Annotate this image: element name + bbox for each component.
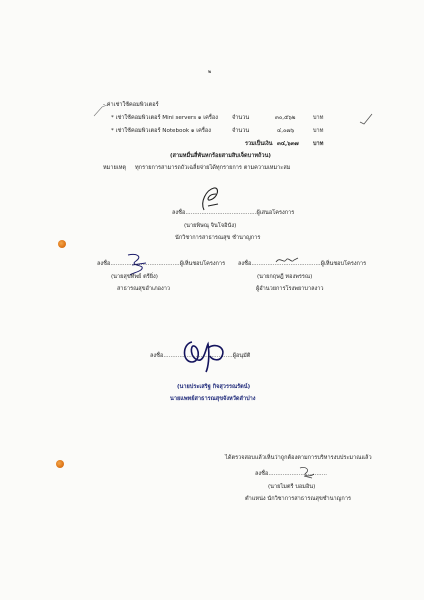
line-item-qty-label: จำนวน (232, 115, 250, 121)
authorizer-stamp-name: (นายประเสริฐ กิจสุวรรณรัตน์) (177, 384, 251, 390)
line-item-description: * เช่าใช้คอมพิวเตอร์ Notebook ๑ เครื่อง (111, 128, 211, 134)
verification-statement: ได้ตรวจสอบแล้วเห็นว่าถูกต้องตามการบริหารงบประมาณแล้ว (225, 455, 372, 461)
total-label: รวมเป็นเงิน (245, 141, 273, 147)
punch-hole (56, 460, 64, 468)
total-in-words: (สามหมื่นสี่พันหกร้อยสามสิบเจ็ดบาทถ้วน) (170, 153, 271, 159)
authorizer-stamp-position: นายแพทย์สาธารณสุขจังหวัดลำปาง (170, 396, 256, 402)
total-amount: ๓๔,๖๓๗ (277, 141, 299, 147)
punch-hole (58, 240, 66, 248)
approver-left-name: (นายสุขทิพย์ ตรียิ่ง) (111, 274, 158, 280)
approver-right-sign-line: ลงชื่อ.......................................ผู้เห็นชอบโครงการ (238, 261, 367, 267)
line-item-qty-label: จำนวน (232, 128, 250, 134)
section-heading: - ค่าเช่าใช้คอมพิวเตอร์ (103, 102, 159, 108)
proposer-sign-line: ลงชื่อ........................................ผู้เสนอโครงการ (172, 210, 295, 216)
line-item-description: * เช่าใช้คอมพิวเตอร์ Mini servers ๑ เครื่อง (111, 115, 218, 121)
authorizer-sign-line: ลงชื่อ.......................................ผู้อนุมัติ (150, 353, 251, 359)
page-number: ๒ (208, 69, 212, 75)
line-item-unit: บาท (313, 115, 324, 121)
approver-right-position: ผู้อำนวยการโรงพยาบาลงาว (256, 286, 324, 292)
verifier-position: ตำแหน่ง นักวิชาการสาธารณสุขชำนาญการ (245, 496, 351, 502)
line-item-amount: ๔,๐๗๖ (277, 128, 295, 134)
line-item-amount: ๓๐,๕๖๒ (275, 115, 296, 121)
verifier-name: (นายไมตรี บอมอิน) (268, 484, 316, 490)
verifier-sign-line: ลงชื่อ................................. (255, 471, 327, 477)
approver-left-position: สาธารณสุขอำเภองาว (117, 286, 171, 292)
line-item-unit: บาท (313, 128, 324, 134)
proposer-position: นักวิชาการสาธารณสุข ชำนาญการ (175, 235, 261, 241)
proposer-name: (นายพิษณุ จินโจอินัง) (184, 223, 237, 229)
approver-right-name: (นายกฤษฎี ทองพรรณ) (257, 274, 313, 280)
note-text: ทุกรายการสามารถถัวเฉลี่ยจ่ายได้ทุกรายการ ตามความเหมาะสม (135, 165, 291, 171)
check-mark (358, 112, 374, 126)
approver-left-sign-line: ลงชื่อ.......................................ผู้เห็นชอบโครงการ (97, 261, 226, 267)
total-unit: บาท (313, 141, 324, 147)
note-label: หมายเหตุ (103, 165, 127, 171)
